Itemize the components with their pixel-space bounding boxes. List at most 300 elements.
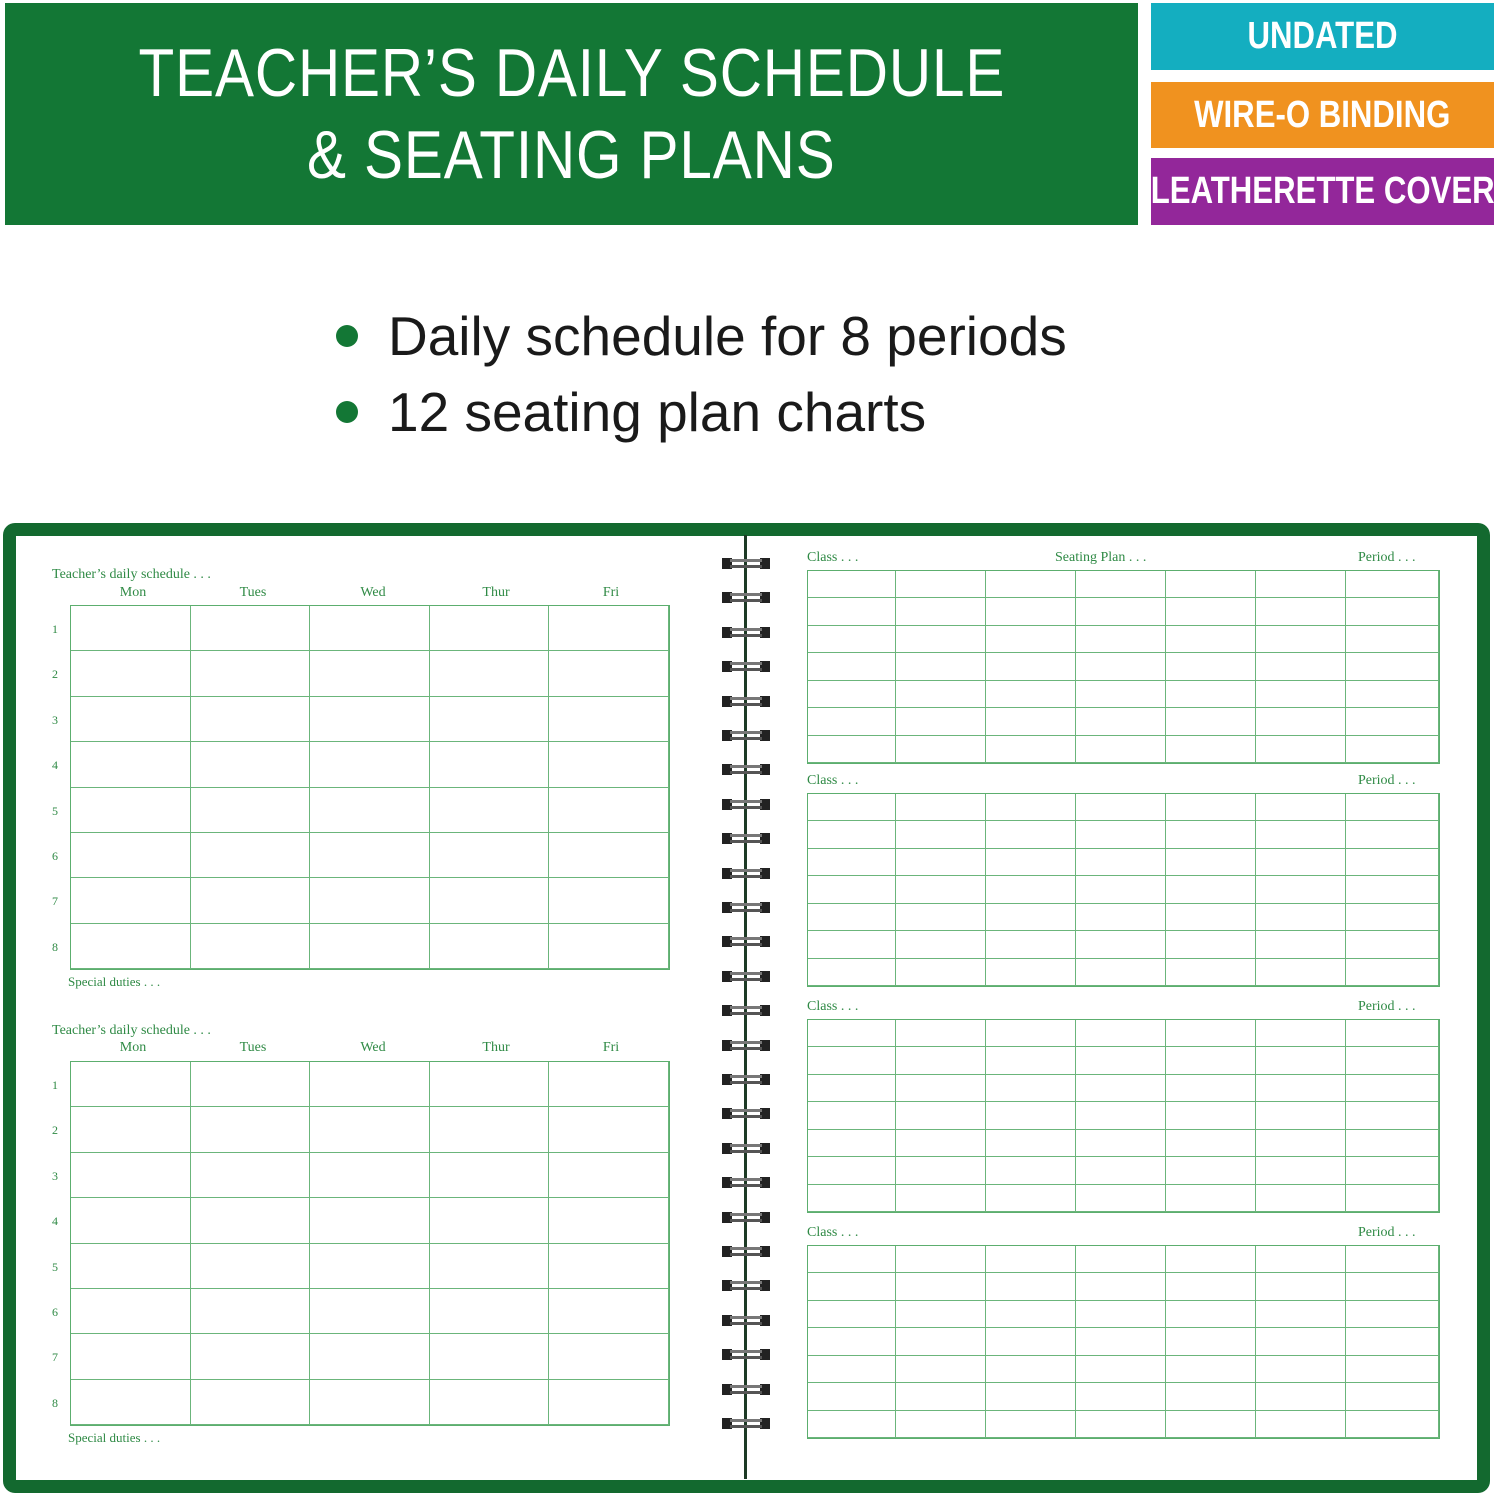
- seat-cell: [1166, 1185, 1256, 1212]
- schedule-cell: [71, 1289, 191, 1334]
- schedule-cell: [310, 651, 430, 696]
- seat-cell: [1076, 1246, 1166, 1273]
- seat-cell: [1346, 1185, 1439, 1212]
- feature-list: [336, 298, 1067, 450]
- schedule-cell: [549, 1107, 669, 1152]
- schedule-cell: [71, 1334, 191, 1379]
- seat-cell: [1256, 931, 1346, 958]
- binding-ring-icon: [722, 1348, 770, 1361]
- seat-cell: [986, 708, 1076, 735]
- binding-ring-icon: [722, 1245, 770, 1258]
- seat-cell: [1166, 1130, 1256, 1157]
- seat-cell: [896, 1185, 986, 1212]
- seat-cell: [1166, 1273, 1256, 1300]
- seat-cell: [986, 1356, 1076, 1383]
- seat-cell: [1346, 1020, 1439, 1047]
- seat-cell: [986, 794, 1076, 821]
- seat-cell: [1346, 626, 1439, 653]
- seat-cell: [1256, 1328, 1346, 1355]
- seat-cell: [986, 959, 1076, 986]
- seat-cell: [1346, 1075, 1439, 1102]
- badge-label: LEATHERETTE COVER: [1150, 170, 1495, 212]
- period-number: 6: [52, 1305, 58, 1319]
- seat-cell: [1166, 681, 1256, 708]
- badge-label: UNDATED: [1247, 15, 1398, 57]
- seat-cell: [1346, 1383, 1439, 1410]
- binding-ring-icon: [722, 1039, 770, 1052]
- seat-cell: [1256, 1102, 1346, 1129]
- schedule-cell: [191, 697, 311, 742]
- schedule-cell: [549, 1289, 669, 1334]
- schedule-cell: [310, 1380, 430, 1425]
- seat-cell: [808, 904, 896, 931]
- title-banner: [5, 3, 1138, 225]
- seat-cell: [1166, 849, 1256, 876]
- seat-cell: [1346, 1157, 1439, 1184]
- seat-cell: [896, 1157, 986, 1184]
- schedule-cell: [71, 1198, 191, 1243]
- day-header: Mon: [119, 1040, 147, 1055]
- seat-cell: [1256, 1246, 1346, 1273]
- seat-cell: [1256, 876, 1346, 903]
- schedule-cell: [191, 1334, 311, 1379]
- seat-cell: [1166, 1075, 1256, 1102]
- seat-cell: [896, 571, 986, 598]
- schedule-cell: [310, 788, 430, 833]
- seat-cell: [1076, 821, 1166, 848]
- seat-cell: [986, 1130, 1076, 1157]
- schedule-cell: [191, 1380, 311, 1425]
- schedule-cell: [549, 788, 669, 833]
- schedule-cell: [430, 1153, 550, 1198]
- schedule-cell: [310, 878, 430, 923]
- schedule-cell: [430, 1244, 550, 1289]
- seat-cell: [896, 959, 986, 986]
- seat-cell: [1166, 821, 1256, 848]
- binding-ring-icon: [722, 1383, 770, 1396]
- seat-cell: [896, 626, 986, 653]
- schedule-cell: [430, 788, 550, 833]
- seat-cell: [1346, 653, 1439, 680]
- seat-cell: [1346, 1102, 1439, 1129]
- seat-cell: [1166, 1328, 1256, 1355]
- day-header: Wed: [360, 1040, 386, 1055]
- schedule-cell: [71, 651, 191, 696]
- seat-cell: [1076, 1047, 1166, 1074]
- seat-cell: [896, 1356, 986, 1383]
- seat-cell: [1166, 876, 1256, 903]
- seat-cell: [1076, 626, 1166, 653]
- seat-cell: [1166, 904, 1256, 931]
- seating-grid: [807, 1019, 1440, 1213]
- seat-cell: [808, 626, 896, 653]
- seat-cell: [1256, 1356, 1346, 1383]
- period-number: 8: [52, 939, 58, 954]
- seat-cell: [1076, 931, 1166, 958]
- seat-cell: [1256, 1383, 1346, 1410]
- seat-cell: [808, 1328, 896, 1355]
- schedule-cell: [549, 924, 669, 969]
- seat-cell: [808, 931, 896, 958]
- seat-cell: [808, 1246, 896, 1273]
- day-header: Mon: [119, 585, 147, 600]
- seat-cell: [986, 1328, 1076, 1355]
- special-duties-label: Special duties . . .: [68, 974, 161, 989]
- period-number: 5: [52, 803, 58, 818]
- seat-cell: [808, 653, 896, 680]
- schedule-cell: [310, 742, 430, 787]
- title-line-2: & SEATING PLANS: [307, 117, 836, 193]
- badge-wire-o: [1151, 82, 1494, 148]
- seat-cell: [808, 708, 896, 735]
- seat-cell: [1076, 1411, 1166, 1438]
- seat-cell: [986, 598, 1076, 625]
- seat-cell: [1256, 1047, 1346, 1074]
- period-number: 4: [52, 758, 58, 773]
- day-header: Thur: [482, 1040, 510, 1055]
- seat-cell: [1346, 959, 1439, 986]
- seat-cell: [808, 1185, 896, 1212]
- seat-cell: [1346, 571, 1439, 598]
- seat-cell: [986, 1075, 1076, 1102]
- seat-cell: [1166, 1102, 1256, 1129]
- period-number: 6: [52, 849, 58, 863]
- seat-cell: [808, 1411, 896, 1438]
- schedule-cell: [430, 651, 550, 696]
- seat-cell: [986, 571, 1076, 598]
- schedule-cell: [71, 1062, 191, 1107]
- title-line-1: TEACHER’S DAILY SCHEDULE: [138, 35, 1005, 111]
- seat-cell: [1346, 708, 1439, 735]
- seat-cell: [896, 1047, 986, 1074]
- seat-cell: [896, 931, 986, 958]
- schedule-cell: [310, 1153, 430, 1198]
- seat-cell: [1076, 598, 1166, 625]
- seat-cell: [808, 1383, 896, 1410]
- seat-cell: [808, 1130, 896, 1157]
- schedule-cell: [71, 1244, 191, 1289]
- schedule-cell: [430, 1289, 550, 1334]
- seat-cell: [1076, 1383, 1166, 1410]
- seat-cell: [896, 736, 986, 763]
- seat-cell: [896, 1102, 986, 1129]
- period-number: 8: [52, 1395, 58, 1410]
- seat-cell: [1346, 821, 1439, 848]
- seat-cell: [1256, 1130, 1346, 1157]
- period-number: 1: [52, 622, 58, 636]
- seat-cell: [896, 849, 986, 876]
- schedule-grid: [70, 605, 670, 970]
- binding-ring-icon: [722, 1279, 770, 1292]
- class-label: Class . . .: [807, 773, 859, 788]
- seat-cell: [986, 1157, 1076, 1184]
- schedule-cell: [310, 1107, 430, 1152]
- binding-ring-icon: [722, 1073, 770, 1086]
- seat-cell: [808, 1356, 896, 1383]
- seat-cell: [986, 849, 1076, 876]
- binding-ring-icon: [722, 867, 770, 880]
- seat-cell: [986, 1246, 1076, 1273]
- seat-cell: [1076, 1328, 1166, 1355]
- seat-cell: [896, 1130, 986, 1157]
- seat-cell: [1076, 1130, 1166, 1157]
- seat-cell: [1256, 1157, 1346, 1184]
- seat-cell: [1166, 708, 1256, 735]
- seat-cell: [896, 708, 986, 735]
- schedule-cell: [310, 924, 430, 969]
- class-label: Class . . .: [807, 1225, 859, 1240]
- binding-ring-icon: [722, 901, 770, 914]
- seating-grid: [807, 793, 1440, 987]
- schedule-cell: [191, 1244, 311, 1289]
- period-label: Period . . .: [1358, 999, 1416, 1014]
- schedule-cell: [549, 742, 669, 787]
- seat-cell: [896, 681, 986, 708]
- schedule-cell: [549, 1153, 669, 1198]
- period-label: Period . . .: [1358, 550, 1416, 565]
- seat-cell: [1166, 1301, 1256, 1328]
- seat-cell: [1166, 1356, 1256, 1383]
- seat-cell: [1166, 1020, 1256, 1047]
- seat-cell: [1256, 598, 1346, 625]
- seat-cell: [1166, 1383, 1256, 1410]
- seat-cell: [1256, 681, 1346, 708]
- binding-ring-icon: [722, 1417, 770, 1430]
- feature-item: [336, 298, 1067, 374]
- badge-undated: [1151, 3, 1494, 70]
- seat-cell: [1256, 1185, 1346, 1212]
- seat-cell: [1256, 794, 1346, 821]
- schedule-cell: [430, 1062, 550, 1107]
- seat-cell: [1166, 1157, 1256, 1184]
- seat-cell: [1076, 681, 1166, 708]
- class-label: Class . . .: [807, 550, 859, 565]
- period-label: Period . . .: [1358, 1225, 1416, 1240]
- badge-label: WIRE-O BINDING: [1194, 93, 1451, 136]
- seat-cell: [986, 736, 1076, 763]
- seat-cell: [1256, 571, 1346, 598]
- seat-cell: [896, 1328, 986, 1355]
- seat-cell: [1256, 959, 1346, 986]
- seat-cell: [1166, 1047, 1256, 1074]
- seat-cell: [986, 1020, 1076, 1047]
- seat-cell: [986, 1301, 1076, 1328]
- schedule-cell: [549, 1062, 669, 1107]
- schedule-cell: [71, 1107, 191, 1152]
- seat-cell: [808, 681, 896, 708]
- schedule-cell: [71, 742, 191, 787]
- binding-ring-icon: [722, 832, 770, 845]
- period-number: 4: [52, 1214, 58, 1229]
- seat-cell: [986, 931, 1076, 958]
- seat-cell: [896, 598, 986, 625]
- seat-cell: [1076, 1356, 1166, 1383]
- binding-ring-icon: [722, 1142, 770, 1155]
- schedule-cell: [549, 1198, 669, 1243]
- binding-ring-icon: [722, 1211, 770, 1224]
- schedule-cell: [549, 651, 669, 696]
- schedule-cell: [310, 606, 430, 651]
- seat-cell: [1256, 821, 1346, 848]
- seat-cell: [1346, 1356, 1439, 1383]
- binding-ring-icon: [722, 935, 770, 948]
- seat-cell: [808, 1273, 896, 1300]
- schedule-cell: [191, 1062, 311, 1107]
- schedule-cell: [430, 1380, 550, 1425]
- schedule-cell: [430, 1198, 550, 1243]
- seat-cell: [1256, 1075, 1346, 1102]
- schedule-cell: [310, 833, 430, 878]
- schedule-cell: [191, 833, 311, 878]
- seat-cell: [986, 904, 1076, 931]
- seat-cell: [896, 1301, 986, 1328]
- schedule-cell: [310, 1198, 430, 1243]
- schedule-cell: [430, 1107, 550, 1152]
- period-number: 3: [52, 1168, 58, 1183]
- seat-cell: [986, 1102, 1076, 1129]
- schedule-cell: [549, 697, 669, 742]
- schedule-cell: [430, 833, 550, 878]
- seat-cell: [1076, 708, 1166, 735]
- seat-cell: [1346, 681, 1439, 708]
- schedule-cell: [71, 606, 191, 651]
- binding-ring-icon: [722, 1107, 770, 1120]
- seat-cell: [808, 1301, 896, 1328]
- seat-cell: [1076, 959, 1166, 986]
- schedule-cell: [549, 878, 669, 923]
- schedule-cell: [310, 1334, 430, 1379]
- seat-cell: [1346, 1301, 1439, 1328]
- seat-cell: [986, 681, 1076, 708]
- period-number: 2: [52, 1123, 58, 1138]
- seat-cell: [1346, 931, 1439, 958]
- schedule-cell: [71, 1153, 191, 1198]
- seat-cell: [1346, 794, 1439, 821]
- seat-cell: [1256, 1301, 1346, 1328]
- binding-ring-icon: [722, 1314, 770, 1327]
- schedule-cell: [549, 1334, 669, 1379]
- badge-leatherette: [1151, 158, 1494, 225]
- seat-cell: [808, 598, 896, 625]
- seat-cell: [808, 1075, 896, 1102]
- seat-cell: [986, 653, 1076, 680]
- seat-cell: [1076, 1075, 1166, 1102]
- schedule-cell: [191, 1153, 311, 1198]
- seat-cell: [1166, 736, 1256, 763]
- seat-cell: [1076, 1102, 1166, 1129]
- bullet-icon: [336, 325, 358, 347]
- schedule-cell: [191, 1107, 311, 1152]
- seat-cell: [896, 1383, 986, 1410]
- schedule-cell: [430, 878, 550, 923]
- binding-ring-icon: [722, 660, 770, 673]
- seat-cell: [986, 1383, 1076, 1410]
- binding-ring-icon: [722, 591, 770, 604]
- seat-cell: [1346, 876, 1439, 903]
- schedule-cell: [191, 651, 311, 696]
- seat-cell: [1346, 1328, 1439, 1355]
- seat-cell: [808, 736, 896, 763]
- schedule-cell: [71, 1380, 191, 1425]
- seat-cell: [1256, 708, 1346, 735]
- schedule-cell: [549, 1244, 669, 1289]
- seat-cell: [986, 876, 1076, 903]
- seat-cell: [1076, 1273, 1166, 1300]
- binding-ring-icon: [722, 557, 770, 570]
- seat-cell: [1076, 1157, 1166, 1184]
- schedule-cell: [549, 833, 669, 878]
- seating-plan-label: Seating Plan . . .: [1055, 550, 1147, 565]
- seat-cell: [1076, 1301, 1166, 1328]
- schedule-cell: [71, 697, 191, 742]
- schedule-cell: [191, 1289, 311, 1334]
- seat-cell: [1346, 598, 1439, 625]
- seat-cell: [808, 1157, 896, 1184]
- day-header: Wed: [360, 585, 386, 600]
- seat-cell: [1256, 1411, 1346, 1438]
- seat-cell: [808, 1020, 896, 1047]
- schedule-cell: [71, 788, 191, 833]
- schedule-cell: [310, 1062, 430, 1107]
- seat-cell: [1256, 653, 1346, 680]
- seat-cell: [808, 876, 896, 903]
- seat-cell: [808, 794, 896, 821]
- seat-cell: [1076, 571, 1166, 598]
- seat-cell: [896, 1075, 986, 1102]
- schedule-cell: [549, 606, 669, 651]
- seat-cell: [986, 626, 1076, 653]
- seat-cell: [1346, 904, 1439, 931]
- schedule-cell: [71, 833, 191, 878]
- binding-ring-icon: [722, 729, 770, 742]
- binding-ring-icon: [722, 970, 770, 983]
- seat-cell: [1166, 626, 1256, 653]
- seat-cell: [1076, 1185, 1166, 1212]
- seat-cell: [1076, 904, 1166, 931]
- schedule-cell: [430, 697, 550, 742]
- seating-grid: [807, 1245, 1440, 1439]
- schedule-grid: [70, 1061, 670, 1426]
- seat-cell: [808, 959, 896, 986]
- binding-ring-icon: [722, 798, 770, 811]
- feature-item: [336, 374, 1067, 450]
- schedule-cell: [191, 878, 311, 923]
- binding-ring-icon: [722, 695, 770, 708]
- seat-cell: [1166, 571, 1256, 598]
- seat-cell: [896, 821, 986, 848]
- schedule-cell: [191, 1198, 311, 1243]
- day-header: Tues: [239, 585, 267, 600]
- seat-cell: [1166, 959, 1256, 986]
- seat-cell: [896, 1246, 986, 1273]
- seat-cell: [1076, 849, 1166, 876]
- seat-cell: [1346, 1273, 1439, 1300]
- seat-cell: [1346, 849, 1439, 876]
- seat-cell: [1256, 1273, 1346, 1300]
- seat-cell: [1166, 931, 1256, 958]
- seat-cell: [1076, 794, 1166, 821]
- seat-cell: [1076, 736, 1166, 763]
- binding-ring-icon: [722, 1004, 770, 1017]
- period-number: 2: [52, 667, 58, 682]
- feature-text: Daily schedule for 8 periods: [388, 305, 1067, 367]
- seat-cell: [808, 1102, 896, 1129]
- seat-cell: [1166, 794, 1256, 821]
- seat-cell: [1256, 904, 1346, 931]
- feature-text: 12 seating plan charts: [388, 381, 927, 443]
- binding-ring-icon: [722, 763, 770, 776]
- period-number: 7: [52, 894, 58, 909]
